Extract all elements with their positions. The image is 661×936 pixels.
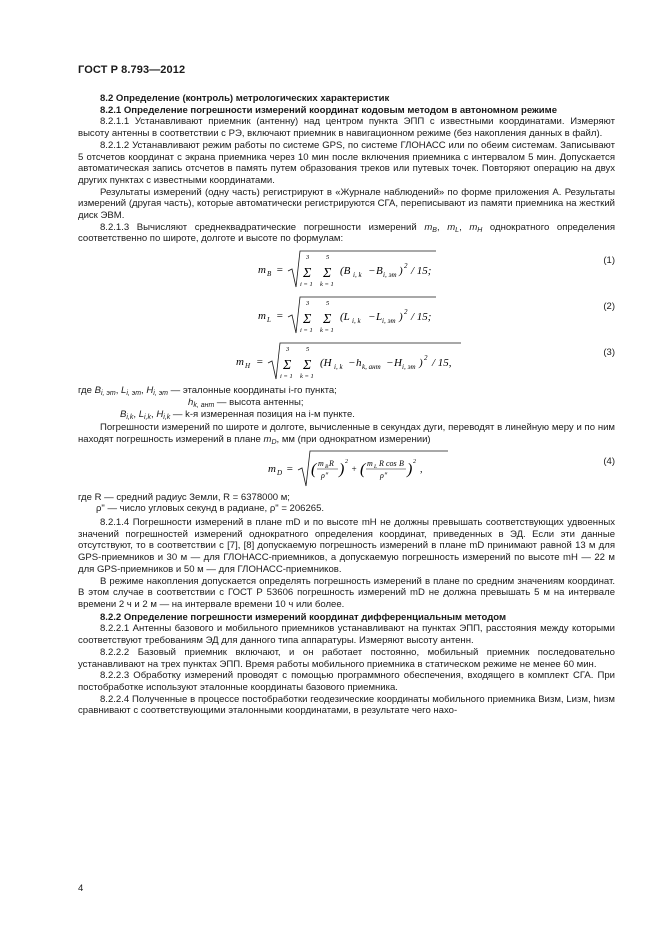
svg-text:Σ: Σ [283, 358, 292, 374]
svg-text:Σ: Σ [303, 266, 312, 282]
svg-text:i, k: i, k [353, 271, 362, 280]
svg-text:h: h [356, 357, 362, 370]
formula-3-graphic [236, 339, 536, 383]
paragraph-8-2-2-3: 8.2.2.3 Обработку измерений проводят с помощью программного обеспечения, входящего в комплект СГА. При постобработке используют эталонные координаты базового приемника. [78, 670, 615, 693]
svg-text:m: m [258, 310, 266, 323]
svg-text:i = 1: i = 1 [300, 327, 313, 335]
svg-text:−: − [368, 311, 376, 324]
section-title-8-2-1: 8.2.1 Определение погрешности измерений координат кодовым методом в автономном режиме [100, 104, 558, 116]
svg-text:Σ: Σ [303, 312, 312, 328]
svg-text:i, эт: i, эт [383, 271, 397, 280]
svg-text:2: 2 [345, 458, 348, 465]
paragraph-8-2-1-3: 8.2.1.3 Вычисляют среднеквадратические погрешности измерений $m_B$, $m_L$, $m_H$ однократного определения соответственно по широте, долготе и высоте по формулам: [78, 221, 615, 245]
formula-2 [78, 293, 615, 337]
svg-text:2: 2 [404, 262, 408, 271]
paragraph-8-2-1-4: 8.2.1.4 Погрешности измерений в плане mD и по высоте mH не должны превышать соответствующих удвоенных значений погрешностей измерений однократного определения координат, приведенных в ЭД. Если эти данные отсутствуют, то в соответствии с [7], [8] допускаемую погрешность измерений в плане mD принимают равной 13 м для GPS-приемников и 30 м — для ГЛОНАСС-приемников, а допускаемую погрешность измерений по высоте mH — 22 м для GPS-приемников и 50 м — для ГЛОНАСС-приемников. [78, 517, 615, 575]
definition-measured-position: $B_{i,k}$, $L_{i,k}$, $H_{i,k}$ — k-я измеренная позиция на i-м пункте. [120, 408, 355, 421]
page-number: 4 [78, 883, 84, 894]
svg-text:k = 1: k = 1 [320, 327, 334, 335]
svg-text:=: = [276, 310, 284, 323]
svg-text:2: 2 [404, 308, 408, 317]
formula-1 [78, 247, 615, 291]
formula-3-number: (3) [603, 347, 615, 359]
svg-text:i = 1: i = 1 [300, 281, 313, 289]
svg-text:): ) [419, 357, 423, 370]
svg-text:H: H [394, 357, 402, 370]
formula-definitions [78, 385, 615, 420]
svg-text:−: − [368, 265, 376, 278]
svg-text:m: m [236, 356, 244, 369]
svg-text:L: L [267, 316, 271, 325]
svg-text:5: 5 [326, 300, 330, 308]
svg-text:k = 1: k = 1 [320, 281, 334, 289]
svg-text:m: m [268, 462, 276, 475]
svg-text:/ 15;: / 15; [411, 311, 432, 324]
svg-text:,: , [420, 463, 423, 475]
paragraph-accumulation: В режиме накопления допускается определять погрешность измерений в плане по средним значениям координат. В этом случае в соответствии с ГОСТ Р 53606 погрешность измерений mD не должна превышать 5 м на интервале времени 2 ч и 2 м — на интервале времени 10 ч или более. [78, 575, 615, 610]
svg-text:−: − [348, 357, 356, 370]
svg-text:B: B [399, 458, 404, 468]
svg-text:(: ( [360, 460, 366, 478]
svg-text:/ 15,: / 15, [432, 357, 452, 370]
definition-earth-radius: где R — средний радиус Земли, R = 6378000 м; [78, 491, 290, 503]
svg-text:cos: cos [386, 458, 397, 468]
svg-text:L: L [374, 463, 378, 470]
svg-text:(B: (B [340, 265, 351, 278]
svg-text:m: m [258, 264, 266, 277]
svg-text:i = 1: i = 1 [280, 373, 293, 381]
svg-text:D: D [277, 468, 283, 477]
formula-4-number: (4) [603, 455, 615, 467]
formula-4-graphic [268, 448, 488, 490]
svg-text:k = 1: k = 1 [300, 373, 314, 381]
definition-reference-coords: где $B_{i, эт}$, $L_{i, эт}$, $H_{i, эт}$ — эталонные координаты i-го пункта; [78, 385, 337, 398]
svg-text:5: 5 [326, 254, 330, 262]
svg-text:=: = [276, 264, 284, 277]
svg-text:m: m [367, 458, 373, 468]
formula-4 [78, 448, 615, 490]
svg-text:i, k: i, k [352, 317, 361, 326]
svg-text:Σ: Σ [323, 312, 332, 328]
svg-text:H: H [245, 362, 251, 371]
paragraph-8-2-2-4: 8.2.2.4 Полученные в процессе постобработки геодезические координаты мобильного приемника Bизм, Lизм, hизм сравнивают с соответствующими эталонными координатами, в результате чего нахо- [78, 693, 615, 717]
svg-text:i, эт: i, эт [402, 363, 416, 372]
svg-text:/ 15;: / 15; [411, 265, 432, 278]
svg-text:(: ( [311, 460, 317, 478]
svg-text:R: R [329, 458, 334, 468]
svg-text:m: m [318, 458, 324, 468]
svg-text:): ) [339, 460, 345, 478]
svg-text:Σ: Σ [303, 358, 312, 374]
svg-text:B: B [376, 265, 383, 278]
paragraph-results: Результаты измерений (одну часть) регистрируют в «Журнале наблюдений» по форме приложения А. Результаты измерений (другая часть), которые автоматически регистрируются СГА, переписывают из памяти приемника на жесткий диск ЭВМ. [78, 186, 615, 222]
svg-text:): ) [399, 265, 403, 278]
svg-text:=: = [286, 462, 294, 475]
formula-2-number: (2) [603, 301, 615, 313]
paragraph-8-2-1-2: 8.2.1.2 Устанавливают режим работы по системе GPS, по системе ГЛОНАСС или по обеим системам. Записывают 5 отсчетов координат с экрана приемника через 10 мин после включения приемника с интервалом 5 мин. Допускается автоматическая запись отсчетов в память путем образования треков или путевых точек. Повторяют операцию на двух других пунктах с известными координатами. [78, 139, 615, 186]
svg-text:=: = [256, 356, 264, 369]
section-title-8-2-2: 8.2.2 Определение погрешности измерений координат дифференциальным методом [100, 611, 507, 623]
svg-text:3: 3 [306, 254, 310, 262]
formula-1-number: (1) [603, 255, 615, 267]
svg-text:+: + [351, 463, 358, 474]
svg-text:3: 3 [286, 346, 290, 354]
svg-text:(L: (L [340, 311, 350, 324]
svg-text:B: B [325, 463, 329, 470]
svg-text:5: 5 [306, 346, 310, 354]
svg-text:k, ант: k, ант [362, 363, 381, 372]
svg-text:3: 3 [306, 300, 310, 308]
svg-text:): ) [399, 311, 403, 324]
svg-text:i, эт: i, эт [382, 317, 396, 326]
svg-text:i, k: i, k [334, 363, 343, 372]
document-body [78, 93, 615, 717]
formula-4-definitions [78, 492, 615, 515]
svg-text:L: L [376, 311, 383, 324]
svg-text:B: B [267, 270, 272, 279]
definition-rho: ρ" — число угловых секунд в радиане, ρ" = 206265. [96, 503, 325, 515]
definition-antenna-height: $h_{k, ант}$ — высота антенны; [188, 396, 304, 409]
svg-text:ρ": ρ" [380, 470, 388, 480]
formula-1-graphic [258, 247, 498, 291]
paragraph-plan-error: Погрешности измерений по широте и долготе, вычисленные в секундах дуги, переводят в линейную меру и по ним находят погрешность измерений в плане $m_D$, мм (при однократном измерении) [78, 422, 615, 446]
svg-text:ρ": ρ" [321, 470, 329, 480]
paragraph-8-2-2-1: 8.2.2.1 Антенны базового и мобильного приемников устанавливают на пунктах ЭПП, расстояния между которыми соответствуют требованиям ЭД для данного типа аппаратуры. Измеряют высоту антенн. [78, 623, 615, 647]
section-title-8-2: 8.2 Определение (контроль) метрологических характеристик [100, 93, 390, 104]
page-header: ГОСТ Р 8.793—2012 [78, 64, 186, 76]
paragraph-8-2-1-1: 8.2.1.1 Устанавливают приемник (антенну) над центром пункта ЭПП с известными координатами. Измеряют высоту антенны в соответствии с РЭ, включают приемник в навигационном режиме (без накопления данных в файл). [78, 116, 615, 140]
formula-2-graphic [258, 293, 498, 337]
svg-text:2: 2 [424, 354, 428, 363]
svg-text:(H: (H [320, 357, 332, 370]
svg-text:): ) [407, 460, 413, 478]
svg-text:2: 2 [413, 458, 416, 465]
paragraph-8-2-2-2: 8.2.2.2 Базовый приемник включают, и он работает постоянно, мобильный приемник последовательно устанавливают на трех пунктах ЭПП. Время работы мобильного приемника в статическом режиме не менее 60 мин. [78, 646, 615, 670]
svg-text:R: R [379, 458, 384, 468]
svg-text:−: − [386, 357, 394, 370]
svg-text:Σ: Σ [323, 266, 332, 282]
formula-3 [78, 339, 615, 383]
